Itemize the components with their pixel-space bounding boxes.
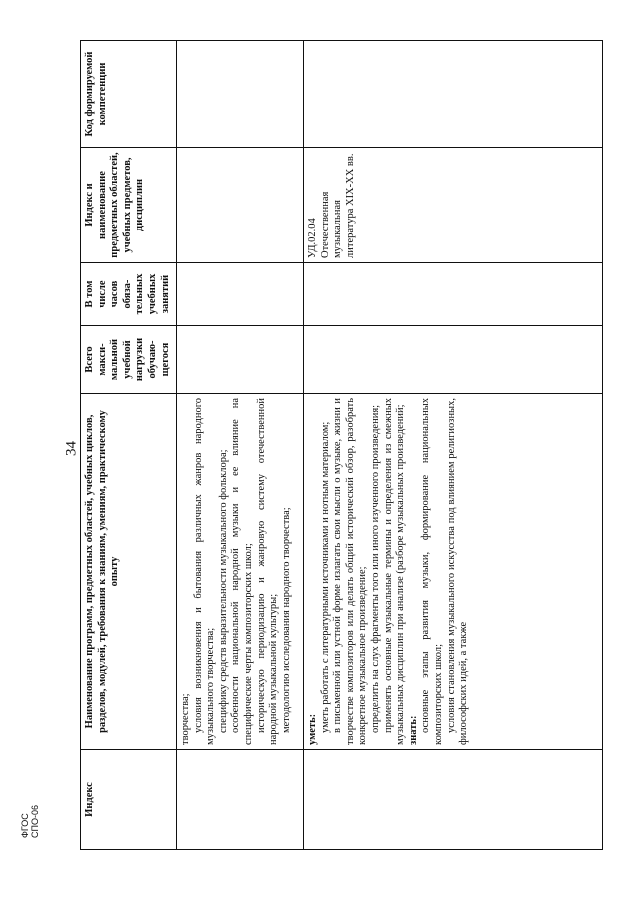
- header-subject: Индекс и наименование предметных областей, учебных предметов, дисциплин: [81, 148, 177, 263]
- cell-hours: [177, 263, 304, 326]
- header-index: Индекс: [81, 750, 177, 850]
- content-line: творчества;: [180, 693, 191, 745]
- cell-content: [304, 394, 603, 750]
- curriculum-table: [80, 40, 603, 850]
- cell-index: [177, 750, 304, 850]
- page-number: 34: [63, 441, 80, 456]
- header-competence: Код формируемой компетенции: [81, 41, 177, 148]
- cell-hours: [304, 263, 603, 326]
- header-max-load: Всего макси-мальной учебной нагрузки обучаю-щегося: [81, 326, 177, 394]
- header-row: [81, 41, 177, 850]
- cell-max-load: [177, 326, 304, 394]
- table-row: [177, 41, 304, 850]
- content-line: в письменной или устной форме излагать свои мысли о музыке, жизни и творчестве композиторов или делать общий исторический обзор, разобрать конкретное музыкальное произведение;: [332, 398, 369, 745]
- content-line: определить на слух фрагменты того или иного изученного произведения;: [369, 404, 381, 733]
- content-line: методологию исследования народного творчества;: [280, 507, 292, 733]
- content-line: основные этапы развития музыки, формирование национальных композиторских школ;: [420, 398, 444, 745]
- cell-competence: [304, 41, 603, 148]
- content-line: условия становления музыкального искусства под влиянием религиозных, философских идей, а также: [445, 398, 470, 745]
- cell-subject: [177, 148, 304, 263]
- content-line: применять основные музыкальные термины и определения из смежных музыкальных дисциплин при анализе (разборе музыкальных произведений;: [382, 398, 407, 745]
- cell-index: [304, 750, 603, 850]
- cell-subject: [304, 148, 603, 263]
- content-line: условия возникновения и бытования различных жанров народного музыкального творчества;: [192, 398, 217, 745]
- footer-label: ФГОС СПО-06: [20, 805, 40, 838]
- cell-max-load: [304, 326, 603, 394]
- rotated-table-container: [80, 41, 602, 850]
- subject-name: Отечественная музыкальная литература XIX-XX вв.: [319, 153, 356, 258]
- header-hours: В том числе часов обяза-тельных учебных занятий: [81, 263, 177, 326]
- table-row: [304, 41, 603, 850]
- cell-competence: [177, 41, 304, 148]
- content-line: особенности национальной народной музыки и ее влияние на специфические черты композиторских школ;: [230, 398, 254, 745]
- content-line: историческую периодизацию и жанровую систему отечественной народной музыкальной культуры;: [255, 398, 280, 745]
- subject-code: УД.02.04: [307, 218, 318, 258]
- znat-label: знать:: [407, 715, 419, 745]
- header-name: Наименование программ, предметных областей, учебных циклов, разделов, модулей, требования к знаниям, умениям, практическому опыту: [81, 394, 177, 750]
- content-line: специфику средств выразительности музыкального фольклора;: [217, 449, 229, 733]
- cell-content: [177, 394, 304, 750]
- umet-label: уметь:: [307, 713, 318, 745]
- content-line: уметь работать с литературными источниками и нотным материалом;: [319, 421, 331, 733]
